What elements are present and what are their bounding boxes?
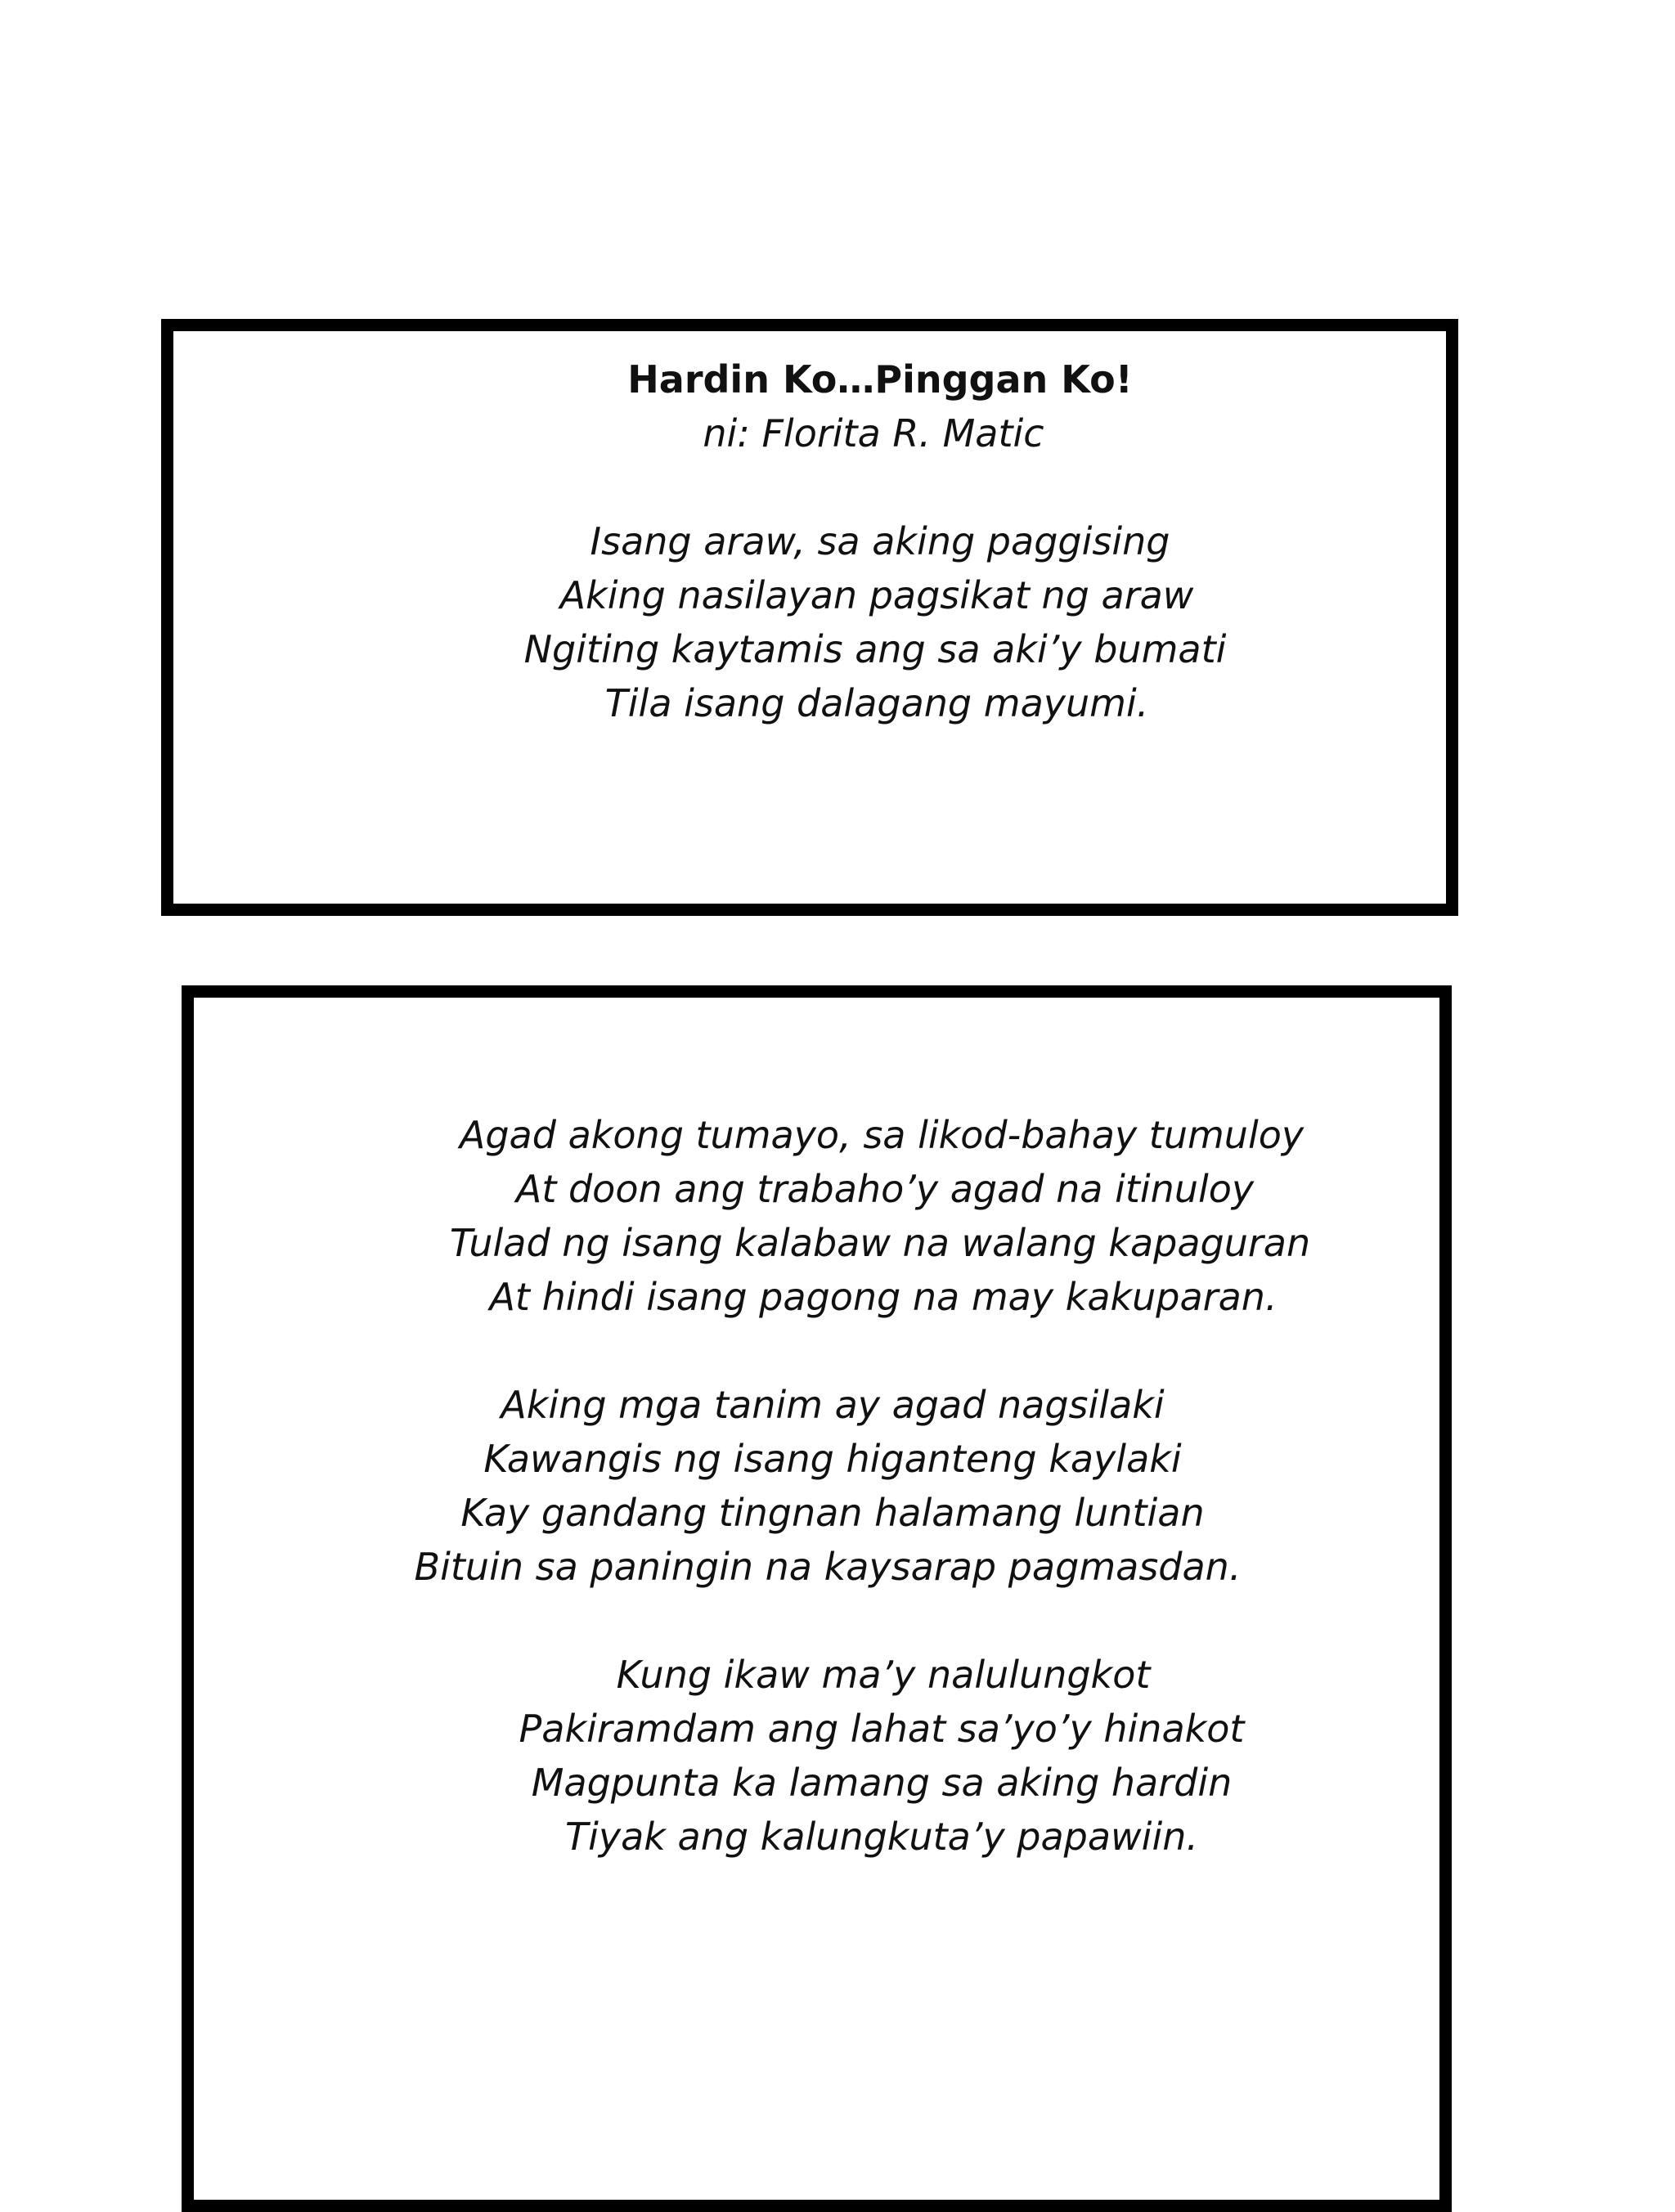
stanza3-line3: Kay gandang tingnan halamang luntian (460, 1491, 1205, 1535)
stanza3-line4: Bituin sa paningin na kaysarap pagmasdan. (414, 1545, 1242, 1589)
stanza1-line4: Tila isang dalagang mayumi. (604, 681, 1149, 725)
stanza1-line2: Aking nasilayan pagsikat ng araw (559, 573, 1194, 617)
stanza4-line4: Tiyak ang kalungkuta’y papawiin. (564, 1815, 1199, 1859)
stanza3-line1: Aking mga tanim ay agad nagsilaki (501, 1383, 1165, 1427)
stanza2-line3: Tulad ng isang kalabaw na walang kapaguran (449, 1221, 1311, 1265)
poem-author: ni: Florita R. Matic (703, 411, 1044, 455)
stanza3-line2: Kawangis ng isang higanteng kaylaki (483, 1437, 1182, 1481)
stanza2-line2: At doon ang trabaho’y agad na itinuloy (515, 1167, 1255, 1211)
stanza2-line1: Agad akong tumayo, sa likod-bahay tumuloy (459, 1113, 1305, 1157)
stanza4-line1: Kung ikaw ma’y nalulungkot (616, 1653, 1151, 1697)
stanza4-line3: Magpunta ka lamang sa aking hardin (531, 1761, 1233, 1805)
stanza1-line1: Isang araw, sa aking paggising (590, 519, 1170, 563)
stanza4-line2: Pakiramdam ang lahat sa’yo’y hinakot (519, 1707, 1245, 1751)
stanza2-line4: At hindi isang pagong na may kakuparan. (489, 1275, 1278, 1319)
stanza1-line3: Ngiting kaytamis ang sa aki’y bumati (523, 627, 1227, 671)
poem-title: Hardin Ko…Pinggan Ko! (627, 357, 1133, 402)
